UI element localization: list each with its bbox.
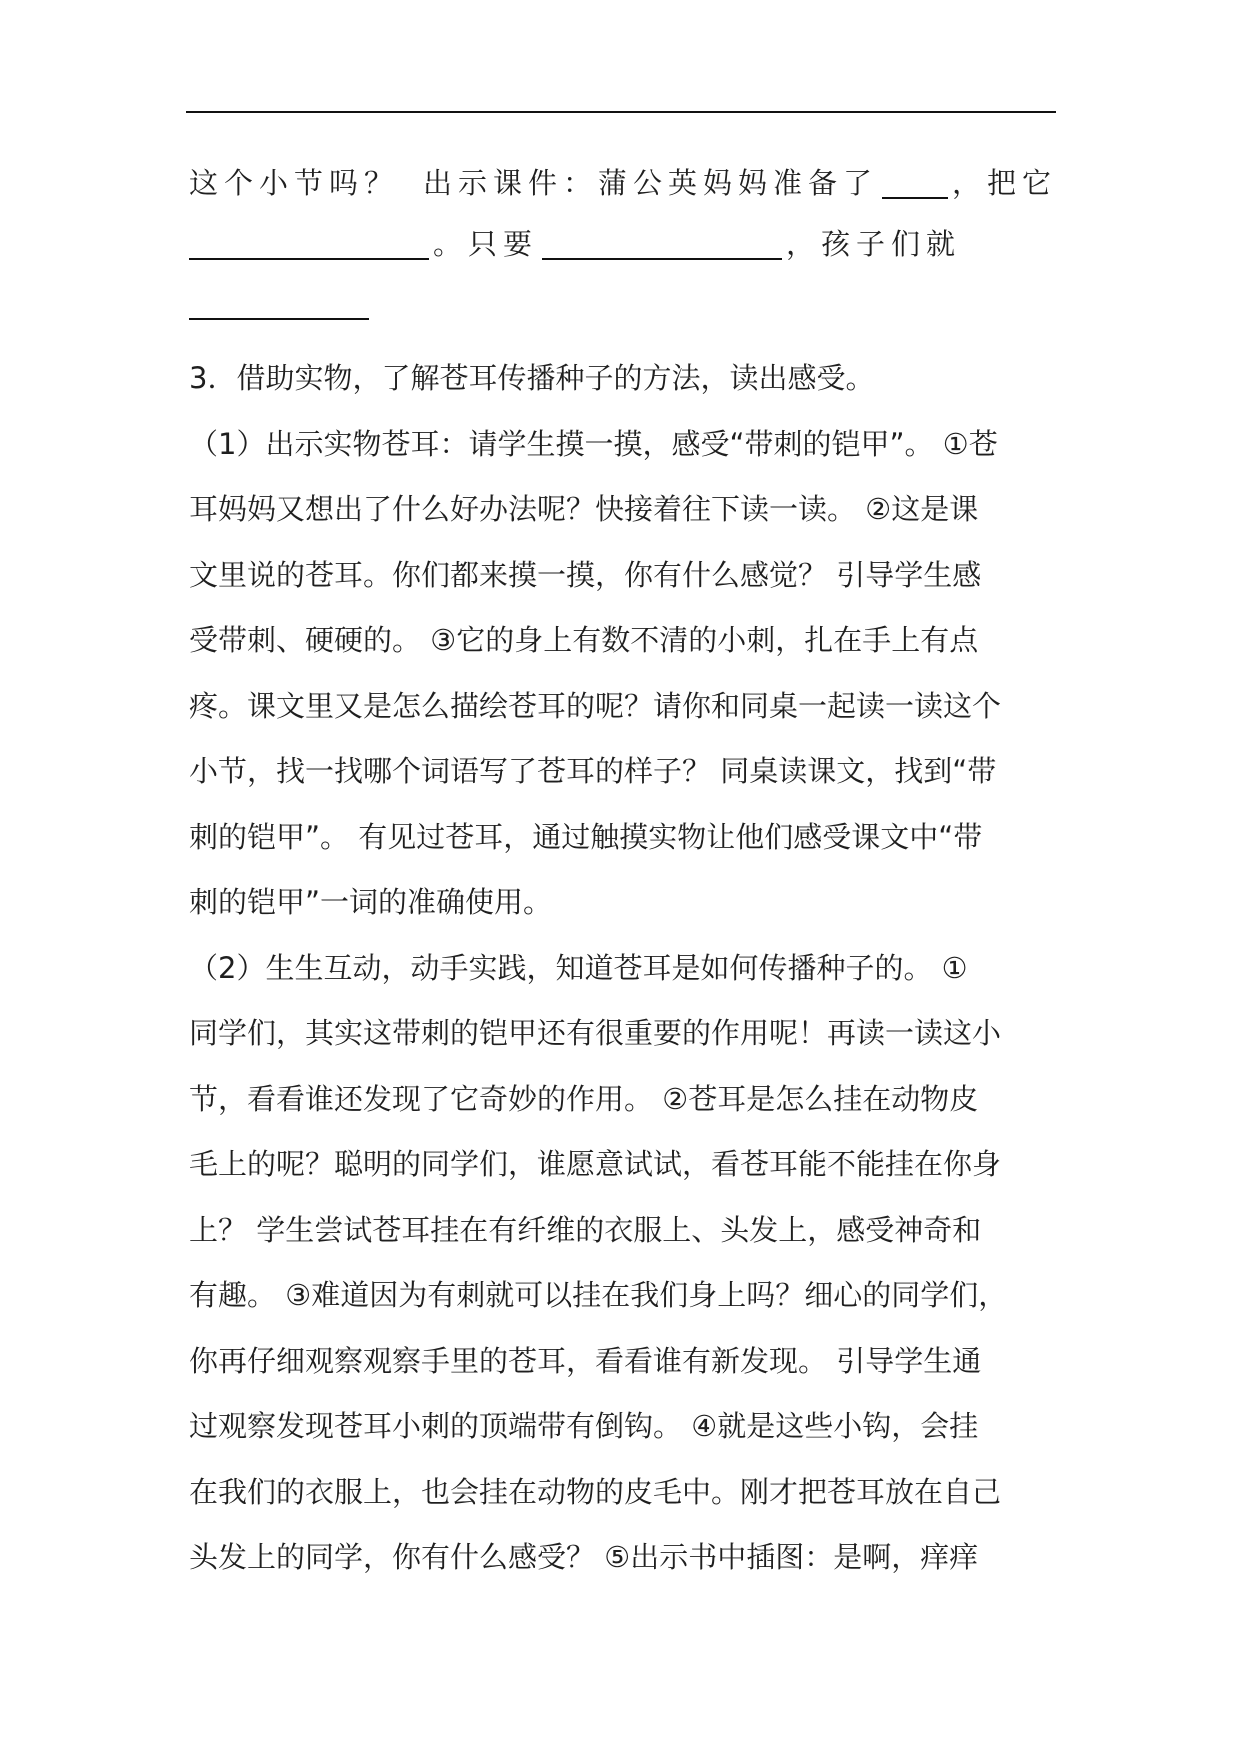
paragraph-line: 上？ 学生尝试苍耳挂在有纤维的衣服上、头发上，感受神奇和 xyxy=(189,1213,982,1247)
fill-in-line-3 xyxy=(189,284,1069,324)
paragraph-line: （2）生生互动，动手实践，知道苍耳是如何传播种子的。 ① xyxy=(189,951,968,985)
paragraph-line: 同学们，其实这带刺的铠甲还有很重要的作用呢！再读一读这小 xyxy=(189,1016,1002,1050)
header-rule xyxy=(186,111,1056,113)
answer-blank[interactable] xyxy=(189,288,369,320)
paragraph-line: 有趣。 ③难道因为有刺就可以挂在我们身上吗？细心的同学们， xyxy=(189,1278,1008,1312)
paragraph-line: 耳妈妈又想出了什么好办法呢？快接着往下读一读。 ②这是课 xyxy=(189,492,979,526)
paragraph-line: 毛上的呢？聪明的同学们，谁愿意试试，看苍耳能不能挂在你身 xyxy=(189,1147,1002,1181)
paragraph-line: 刺的铠甲”一词的准确使用。 xyxy=(189,885,553,919)
paragraph-line: 疼。课文里又是怎么描绘苍耳的呢？请你和同桌一起读一读这个 xyxy=(189,689,1002,723)
paragraph-line: 头发上的同学，你有什么感受？ ⑤出示书中插图：是啊，痒痒 xyxy=(189,1540,979,1574)
paragraph-line: 受带刺、硬硬的。 ③它的身上有数不清的小刺，扎在手上有点 xyxy=(189,623,979,657)
text-segment: 出示课件：蒲公英妈妈准备了 xyxy=(423,166,879,200)
text-segment: ，孩子们就 xyxy=(786,227,962,261)
fill-in-line-1 xyxy=(189,163,1069,203)
paragraph-line: 刺的铠甲”。 有见过苍耳，通过触摸实物让他们感受课文中“带 xyxy=(189,820,983,854)
paragraph-line: 节，看看谁还发现了它奇妙的作用。 ②苍耳是怎么挂在动物皮 xyxy=(189,1082,979,1116)
paragraph-line: （1）出示实物苍耳：请学生摸一摸，感受“带刺的铠甲”。 ①苍 xyxy=(189,427,998,461)
answer-blank[interactable] xyxy=(542,228,782,260)
paragraph-line: 过观察发现苍耳小刺的顶端带有倒钩。 ④就是这些小钩，会挂 xyxy=(189,1409,979,1443)
paragraph-line: 文里说的苍耳。你们都来摸一摸，你有什么感觉？ 引导学生感 xyxy=(189,558,982,592)
answer-blank[interactable] xyxy=(882,167,948,199)
paragraph-line: 小节，找一找哪个词语写了苍耳的样子？ 同桌读课文，找到“带 xyxy=(189,754,997,788)
paragraph-line: 3．借助实物，了解苍耳传播种子的方法，读出感受。 xyxy=(189,361,875,395)
text-segment: 。只要 xyxy=(433,227,539,261)
paragraph-line: 你再仔细观察观察手里的苍耳，看看谁有新发现。 引导学生通 xyxy=(189,1344,982,1378)
text-segment: ，把它 xyxy=(952,166,1058,200)
text-segment: 这个小节吗？ xyxy=(189,166,400,200)
fill-in-line-2 xyxy=(189,224,1069,264)
answer-blank[interactable] xyxy=(189,228,429,260)
paragraph-line: 在我们的衣服上，也会挂在动物的皮毛中。刚才把苍耳放在自己 xyxy=(189,1475,1002,1509)
